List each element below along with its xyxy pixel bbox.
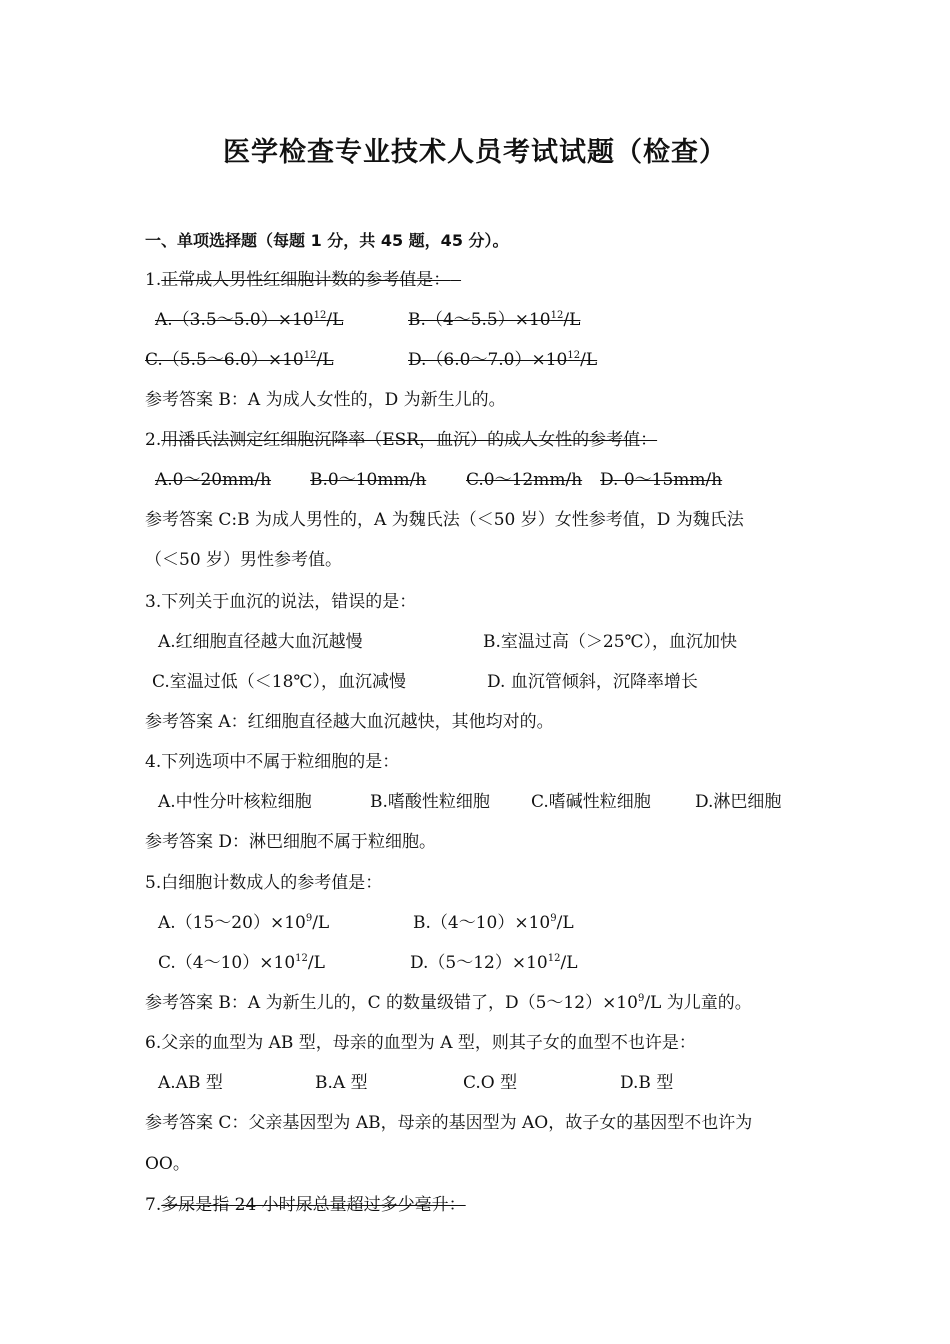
question-3-answer: 参考答案 A：红细胞直径越大血沉越快，其他均对的。 [145, 712, 554, 732]
question-5-answer: 参考答案 B：A 为新生儿的，C 的数量级错了，$D(5\sim 12)\times 10^9/L$ 为儿童的。 [145, 993, 752, 1013]
question-2-option-d: D. 0～15mm/h [600, 470, 723, 490]
section-heading: 一、单项选择题（每题 1 分，共 45 题，45 分）。 [145, 231, 509, 250]
question-2-stem: 2.用潘氏法测定红细胞沉降率（ESR，血沉）的成人女性的参考值： [145, 430, 658, 450]
question-3-option-c: C.室温过低（＜18℃），血沉减慢 [152, 672, 406, 692]
question-4-option-b: B.嗜酸性粒细胞 [370, 792, 490, 812]
question-6-option-b: B.A 型 [315, 1073, 368, 1093]
question-6-option-a: A.AB 型 [158, 1073, 223, 1093]
question-6-option-d: D.B 型 [620, 1073, 674, 1093]
question-1-stem: 1.正常成人男性红细胞计数的参考值是： [145, 270, 451, 290]
question-5-option-d: $D.(5\sim 12)\times 10^{12}/L$ [410, 953, 578, 973]
question-1-option-b: $B.(4\sim 5.5)\times 10^{12}/L$ [408, 310, 581, 330]
question-3-stem: 3.下列关于血沉的说法，错误的是： [145, 592, 417, 612]
question-3-option-a: A.红细胞直径越大血沉越慢 [158, 632, 363, 652]
question-5-option-c: $C.(4\sim 10)\times 10^{12}/L$ [158, 953, 325, 973]
question-3-option-b: B.室温过高（＞25℃），血沉加快 [483, 632, 738, 652]
question-6-stem: 6.父亲的血型为 AB 型，母亲的血型为 A 型，则其子女的血型不也许是： [145, 1033, 696, 1053]
question-2-option-b: B.0～10mm/h [310, 470, 427, 490]
question-4-answer: 参考答案 D：淋巴细胞不属于粒细胞。 [145, 832, 437, 852]
question-6-option-c: C.O 型 [463, 1073, 518, 1093]
question-1-option-a: $A.(3.5\sim 5.0)\times 10^{12}/L$ [155, 310, 344, 330]
question-6-answer-line-1: 参考答案 C：父亲基因型为 AB，母亲的基因型为 AO，故子女的基因型不也许为 [145, 1113, 753, 1133]
page-title: 医学检查专业技术人员考试试题（检查） [223, 137, 727, 168]
question-5-option-a: $A.(15\sim 20)\times 10^9/L$ [158, 913, 330, 933]
question-1-option-c: $C.(5.5\sim 6.0)\times 10^{12}/L$ [145, 350, 334, 370]
question-4-option-a: A.中性分叶核粒细胞 [158, 792, 312, 812]
question-2-option-c: C.0～12mm/h [466, 470, 583, 490]
question-4-option-d: D.淋巴细胞 [695, 792, 782, 812]
question-2-answer-line-1: 参考答案 C:B 为成人男性的，A 为魏氏法（＜50 岁）女性参考值，D 为魏氏法 [145, 510, 744, 530]
question-4-stem: 4.下列选项中不属于粒细胞的是： [145, 752, 400, 772]
question-2-option-a: A.0～20mm/h [155, 470, 272, 490]
question-7-stem: 7.多尿是指 24 小时尿总量超过多少毫升： [145, 1195, 466, 1215]
question-1-answer: 参考答案 B：A 为成人女性的，D 为新生儿的。 [145, 390, 506, 410]
question-4-option-c: C.嗜碱性粒细胞 [531, 792, 651, 812]
question-2-answer-line-2: （＜50 岁）男性参考值。 [145, 550, 343, 570]
question-3-option-d: D. 血沉管倾斜，沉降率增长 [487, 672, 698, 692]
question-1-option-d: $D.(6.0\sim 7.0)\times 10^{12}/L$ [408, 350, 598, 370]
question-5-stem: 5.白细胞计数成人的参考值是： [145, 873, 383, 893]
question-5-option-b: $B.(4\sim 10)\times 10^9/L$ [413, 913, 574, 933]
question-6-answer-line-2: OO。 [145, 1154, 190, 1174]
